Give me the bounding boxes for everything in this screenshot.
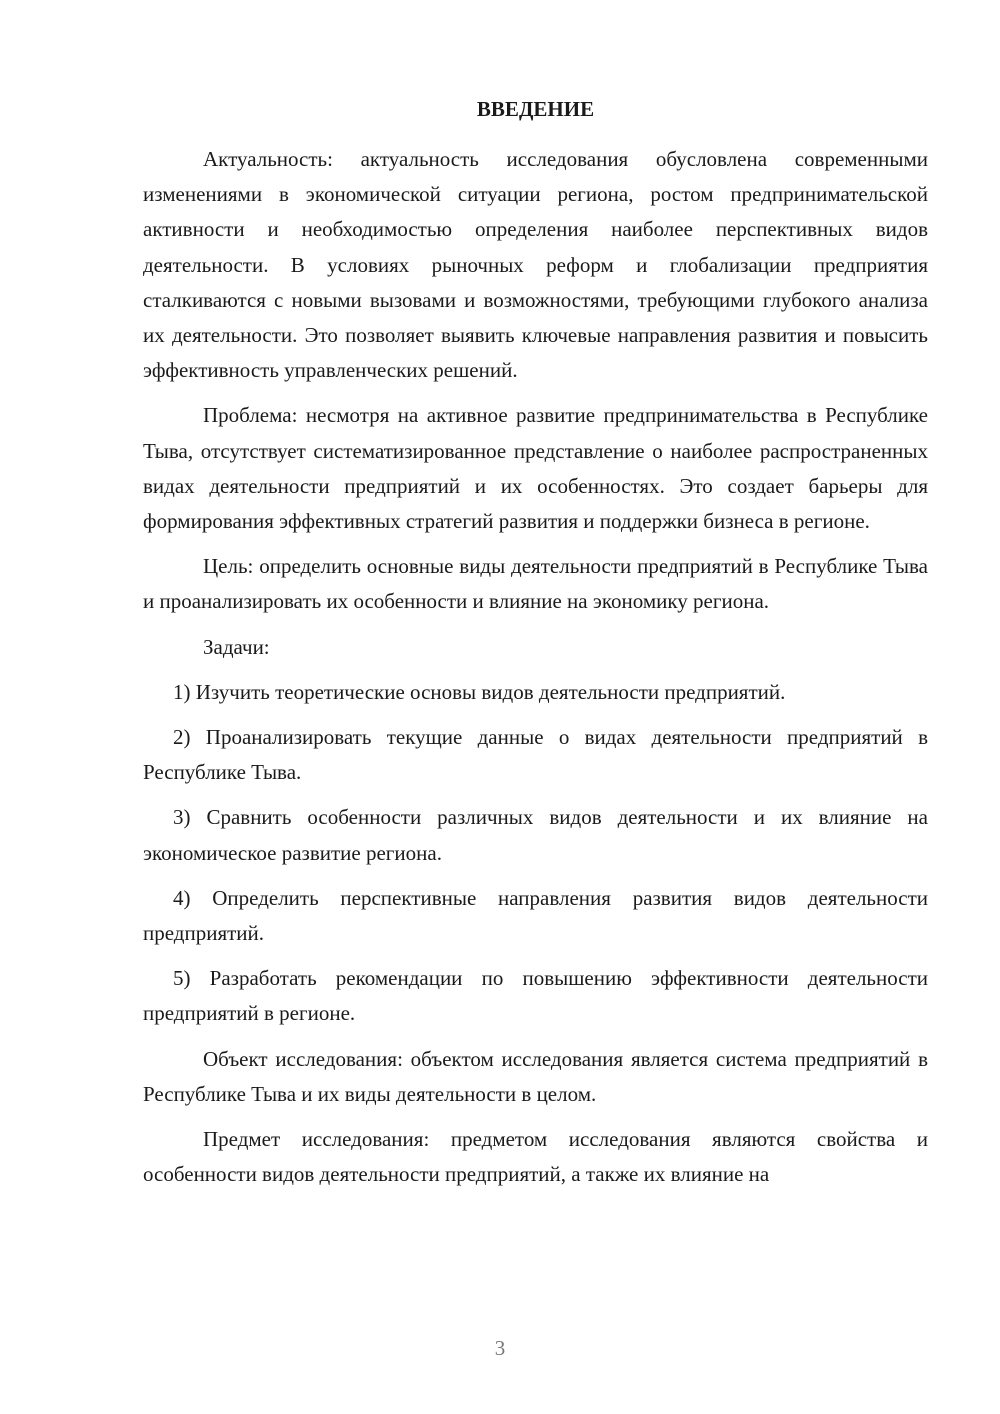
section-heading: ВВЕДЕНИЕ [476, 97, 595, 121]
task-item: 1) Изучить теоретические основы видов деятельности предприятий. [173, 679, 786, 704]
object-paragraph: Объект исследования: объектом исследования является система предприятий в Республике Тыва и их виды деятельности в целом. [143, 1046, 928, 1106]
subject-paragraph: Предмет исследования: предметом исследования являются свойства и особенности видов деятельности предприятий, а также их влияние на [143, 1127, 928, 1187]
tasks-label: Задачи: [203, 634, 270, 659]
task-item: 2) Проанализировать текущие данные о видах деятельности предприятий в Республике Тыва. [143, 725, 928, 785]
page-number: 3 [494, 1336, 506, 1360]
task-item: 3) Сравнить особенности различных видов деятельности и их влияние на экономическое развитие региона. [143, 805, 928, 865]
task-item: 4) Определить перспективные направления развития видов деятельности предприятий. [143, 885, 928, 946]
goal-paragraph: Цель: определить основные виды деятельности предприятий в Республике Тыва и проанализировать их особенности и влияние на экономику региона. [143, 554, 928, 614]
task-item: 5) Разработать рекомендации по повышению эффективности деятельности предприятий в регионе. [143, 966, 928, 1026]
document-page [143, 92, 928, 1202]
relevance-paragraph: Актуальность: актуальность исследования обусловлена современными изменениями в экономической ситуации региона, ростом предпринимательской активности и необходимостью определения наиболее перспективных видов деятельности. В условиях рыночных реформ и глобализации предприятия сталкиваются с новыми вызовами и возможностями, требующими глубокого анализа их деятельности. Это позволяет выявить ключевые направления развития и повысить эффективность управленческих решений. [143, 147, 928, 383]
problem-paragraph: Проблема: несмотря на активное развитие предпринимательства в Республике Тыва, отсутствует систематизированное представление о наиболее распространенных видах деятельности предприятий и их особенностях. Это создает барьеры для формирования эффективных стратегий развития и поддержки бизнеса в регионе. [143, 403, 928, 534]
